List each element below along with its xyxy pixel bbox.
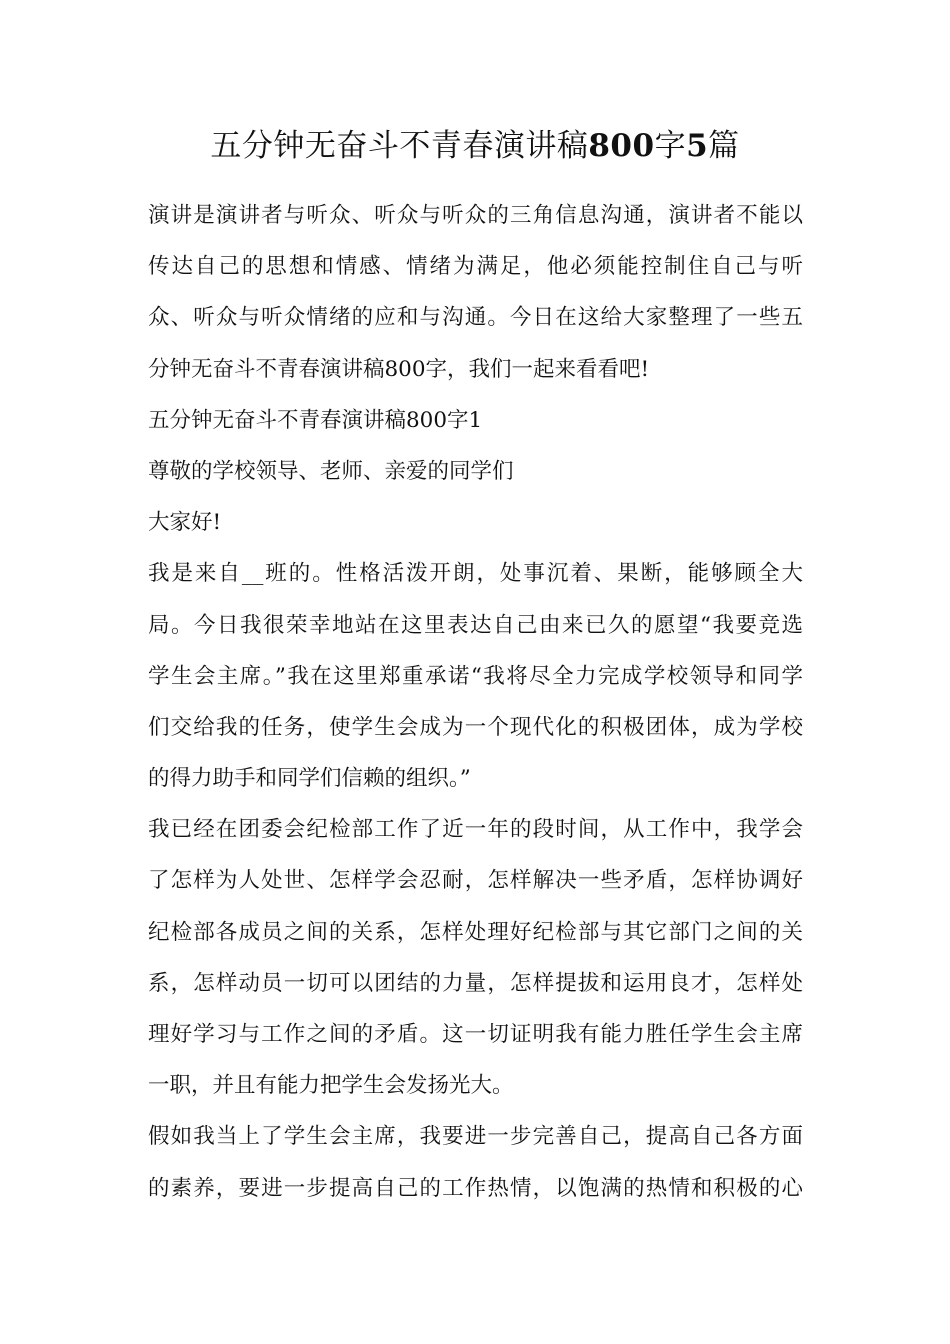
paragraph-line: 系，怎样动员一切可以团结的力量，怎样提拔和运用良才，怎样处 <box>148 970 803 996</box>
paragraph-line: 众、听众与听众情绪的应和与沟通。今日在这给大家整理了一些五 <box>148 305 803 331</box>
paragraph-line: 演讲是演讲者与听众、听众与听众的三角信息沟通，演讲者不能以 <box>148 203 803 228</box>
paragraph-line: 一职，并且有能力把学生会发扬光大。 <box>148 1073 514 1099</box>
paragraph-line: 我是来自__班的。性格活泼开朗，处事沉着、果断，能够顾全大 <box>148 561 803 587</box>
paragraph-line: 理好学习与工作之间的矛盾。这一切证明我有能力胜任学生会主席 <box>148 1022 803 1047</box>
paragraph-line: 学生会主席。”我在这里郑重承诺“我将尽全力完成学校领导和同学 <box>148 663 803 689</box>
paragraph-line: 了怎样为人处世、怎样学会忍耐，怎样解决一些矛盾，怎样协调好 <box>148 868 803 894</box>
paragraph-line: 们交给我的任务，使学生会成为一个现代化的积极团体，成为学校 <box>148 714 803 740</box>
paragraph-line: 大家好! <box>148 510 222 536</box>
document-title: 五分钟无奋斗不青春演讲稿800字5篇 <box>210 128 740 164</box>
paragraph-line: 尊敬的学校领导、老师、亲爱的同学们 <box>148 458 514 484</box>
paragraph-line: 分钟无奋斗不青春演讲稿800字，我们一起来看看吧! <box>148 356 650 382</box>
paragraph-line: 我已经在团委会纪检部工作了近一年的段时间，从工作中，我学会 <box>148 817 803 843</box>
paragraph-line: 五分钟无奋斗不青春演讲稿800字1 <box>148 407 483 433</box>
paragraph-line: 的素养，要进一步提高自己的工作热情，以饱满的热情和积极的心 <box>148 1175 803 1201</box>
paragraph-line: 的得力助手和同学们信赖的组织。” <box>148 766 471 792</box>
paragraph-line: 局。今日我很荣幸地站在这里表达自己由来已久的愿望“我要竞选 <box>148 612 803 638</box>
paragraph-line: 假如我当上了学生会主席，我要进一步完善自己，提高自己各方面 <box>148 1124 803 1150</box>
paragraph-line: 传达自己的思想和情感、情绪为满足，他必须能控制住自己与听 <box>148 254 803 280</box>
paragraph-line: 纪检部各成员之间的关系，怎样处理好纪检部与其它部门之间的关 <box>148 919 803 945</box>
document-body <box>148 190 803 1214</box>
